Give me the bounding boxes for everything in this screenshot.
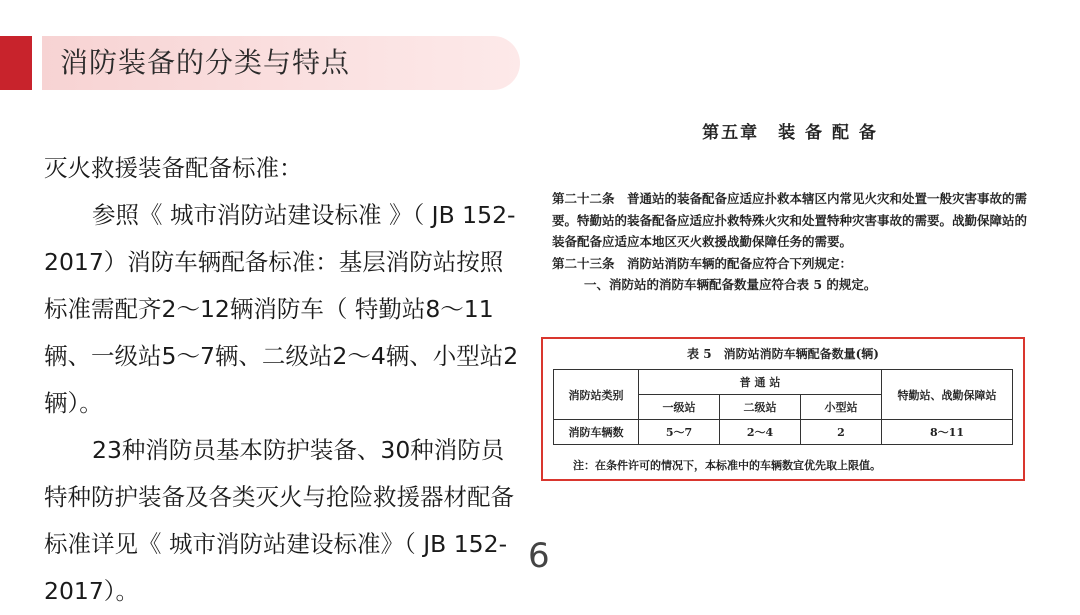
slide-title: 消防装备的分类与特点 <box>60 46 351 79</box>
value-level1: 5～7 <box>639 420 720 445</box>
value-special: 8～11 <box>882 420 1013 445</box>
value-level2: 2～4 <box>720 420 801 445</box>
table-caption: 表 5 消防站消防车辆配备数量(辆) <box>687 347 879 361</box>
document-chapter-title: 第五章 装 备 配 备 <box>702 123 878 143</box>
article-23-item-1: 一、消防站的消防车辆配备数量应符合表 5 的规定。 <box>584 277 877 292</box>
table-row <box>554 420 1013 445</box>
body-paragraph-2: 23种消防员基本防护装备、30种消防员特种防护装备及各类灭火与抢险救援器材配备标准详见《 城市消防站建设标准》（ JB 152-2017）。 <box>44 436 514 605</box>
header-level1: 一级站 <box>639 395 720 420</box>
header-small: 小型站 <box>801 395 882 420</box>
header-station-type: 消防站类别 <box>554 370 639 420</box>
highlight-box <box>541 337 1025 481</box>
row-label: 消防车辆数 <box>554 420 639 445</box>
header-level2: 二级站 <box>720 395 801 420</box>
vehicle-table <box>553 369 1013 445</box>
page-number: 6 <box>528 536 550 576</box>
header-special-station: 特勤站、战勤保障站 <box>882 370 1013 420</box>
article-23: 第二十三条 消防站消防车辆的配备应符合下列规定： <box>552 255 853 271</box>
document-scan <box>540 108 1040 508</box>
table-header-row <box>554 370 1013 395</box>
header-normal-station: 普 通 站 <box>639 370 882 395</box>
value-small: 2 <box>801 420 882 445</box>
table-note: 注：在条件许可的情况下，本标准中的车辆数宜优先取上限值。 <box>573 459 881 472</box>
title-accent-bar <box>0 36 32 90</box>
article-22: 第二十二条 普通站的装备配备应适应扑救本辖区内常见火灾和处置一般灾害事故的需要。特勤站的装备配备应适应扑救特殊火灾和处置特种灾害事故的需要。战勤保障站的装备配备应适应本地区灭火救援战勤保障任务的需要。 <box>552 191 1028 249</box>
body-paragraph-1: 参照《 城市消防站建设标准 》（ JB 152-2017）消防车辆配备标准：基层消防站按照标准需配齐2～12辆消防车（ 特勤站8～11辆、一级站5～7辆、二级站2～4辆、小型站2辆）。 <box>44 201 519 417</box>
body-text <box>44 145 524 615</box>
body-heading: 灭火救援装备配备标准： <box>44 154 303 182</box>
document-articles <box>552 188 1032 296</box>
